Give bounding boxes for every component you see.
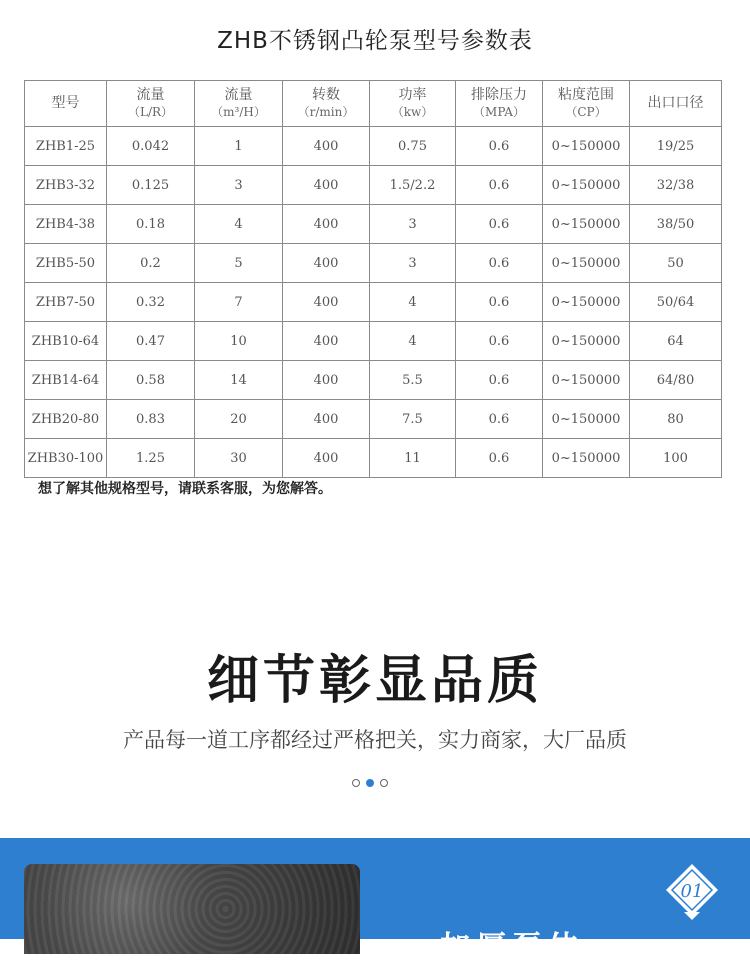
cell-model: ZHB10-64 [25,322,107,361]
cell-outlet-diameter: 80 [630,400,722,439]
cell-pressure: 0.6 [456,205,543,244]
cell-pressure: 0.6 [456,166,543,205]
cell-pressure: 0.6 [456,400,543,439]
header-outlet-diameter: 出口口径 [630,81,722,127]
table-row [25,283,722,322]
section-title: 细节彰显品质 [206,651,543,711]
table-row [25,322,722,361]
cell-power: 3 [370,205,456,244]
table-header-row [25,81,722,127]
cell-power: 7.5 [370,400,456,439]
cell-power: 11 [370,439,456,478]
cell-pressure: 0.6 [456,361,543,400]
section-subtitle: 产品每一道工序都经过严格把关，实力商家，大厂品质 [123,728,627,752]
cell-speed: 400 [283,361,370,400]
cell-pressure: 0.6 [456,322,543,361]
header-viscosity: 粘度范围 （CP） [543,81,630,127]
table-row [25,439,722,478]
number-badge-icon [662,862,722,922]
table-row [25,244,722,283]
cell-pressure: 0.6 [456,283,543,322]
cell-viscosity: 0~150000 [543,322,630,361]
cell-power: 0.75 [370,127,456,166]
cell-viscosity: 0~150000 [543,166,630,205]
cell-flow-per-hour: 14 [195,361,283,400]
cell-model: ZHB20-80 [25,400,107,439]
cell-outlet-diameter: 38/50 [630,205,722,244]
cell-outlet-diameter: 64 [630,322,722,361]
cell-model: ZHB4-38 [25,205,107,244]
cell-flow-per-hour: 7 [195,283,283,322]
cell-viscosity: 0~150000 [543,400,630,439]
cell-model: ZHB30-100 [25,439,107,478]
cell-flow-per-hour: 5 [195,244,283,283]
cell-outlet-diameter: 32/38 [630,166,722,205]
table-row [25,166,722,205]
table-row [25,127,722,166]
cell-outlet-diameter: 100 [630,439,722,478]
cell-flow-per-hour: 4 [195,205,283,244]
header-speed: 转数 （r/min） [283,81,370,127]
cell-speed: 400 [283,439,370,478]
cell-viscosity: 0~150000 [543,361,630,400]
cell-speed: 400 [283,127,370,166]
badge-number: 01 [680,881,704,902]
carousel-dot[interactable] [352,779,360,787]
carousel-dot[interactable] [380,779,388,787]
table-row [25,361,722,400]
cell-speed: 400 [283,400,370,439]
cell-flow-per-rev: 1.25 [107,439,195,478]
header-pressure: 排除压力 （MPA） [456,81,543,127]
cell-speed: 400 [283,322,370,361]
cell-viscosity: 0~150000 [543,205,630,244]
cell-viscosity: 0~150000 [543,127,630,166]
cell-flow-per-rev: 0.83 [107,400,195,439]
cell-flow-per-rev: 0.32 [107,283,195,322]
cell-flow-per-hour: 1 [195,127,283,166]
header-power: 功率 （kw） [370,81,456,127]
cell-flow-per-rev: 0.58 [107,361,195,400]
table-note: 想了解其他规格型号，请联系客服，为您解答。 [38,481,332,497]
cell-power: 4 [370,283,456,322]
cell-power: 5.5 [370,361,456,400]
product-detail-photo [24,864,360,954]
cell-power: 3 [370,244,456,283]
table-row [25,205,722,244]
cell-flow-per-rev: 0.125 [107,166,195,205]
cell-flow-per-rev: 0.2 [107,244,195,283]
header-flow-per-rev: 流量 （L/R） [107,81,195,127]
cell-viscosity: 0~150000 [543,244,630,283]
header-model: 型号 [25,81,107,127]
cell-outlet-diameter: 50 [630,244,722,283]
cell-pressure: 0.6 [456,127,543,166]
cell-outlet-diameter: 50/64 [630,283,722,322]
cell-flow-per-hour: 30 [195,439,283,478]
cell-model: ZHB3-32 [25,166,107,205]
detail-heading: 加厚泵体 [440,930,584,965]
cell-power: 4 [370,322,456,361]
carousel-dot[interactable] [366,779,374,787]
cell-flow-per-rev: 0.47 [107,322,195,361]
carousel-indicator [352,779,388,787]
cell-flow-per-hour: 10 [195,322,283,361]
cell-speed: 400 [283,166,370,205]
cell-flow-per-rev: 0.18 [107,205,195,244]
cell-viscosity: 0~150000 [543,283,630,322]
cell-model: ZHB14-64 [25,361,107,400]
cell-outlet-diameter: 19/25 [630,127,722,166]
cell-power: 1.5/2.2 [370,166,456,205]
header-flow-per-hour: 流量 （m³/H） [195,81,283,127]
cell-speed: 400 [283,244,370,283]
cell-speed: 400 [283,205,370,244]
cell-outlet-diameter: 64/80 [630,361,722,400]
cell-model: ZHB7-50 [25,283,107,322]
cell-viscosity: 0~150000 [543,439,630,478]
cell-model: ZHB1-25 [25,127,107,166]
cell-pressure: 0.6 [456,439,543,478]
table-title: ZHB不锈钢凸轮泵型号参数表 [217,28,533,54]
table-row [25,400,722,439]
cell-model: ZHB5-50 [25,244,107,283]
spec-table [24,80,722,478]
cell-speed: 400 [283,283,370,322]
cell-flow-per-hour: 20 [195,400,283,439]
cell-pressure: 0.6 [456,244,543,283]
cell-flow-per-hour: 3 [195,166,283,205]
cell-flow-per-rev: 0.042 [107,127,195,166]
